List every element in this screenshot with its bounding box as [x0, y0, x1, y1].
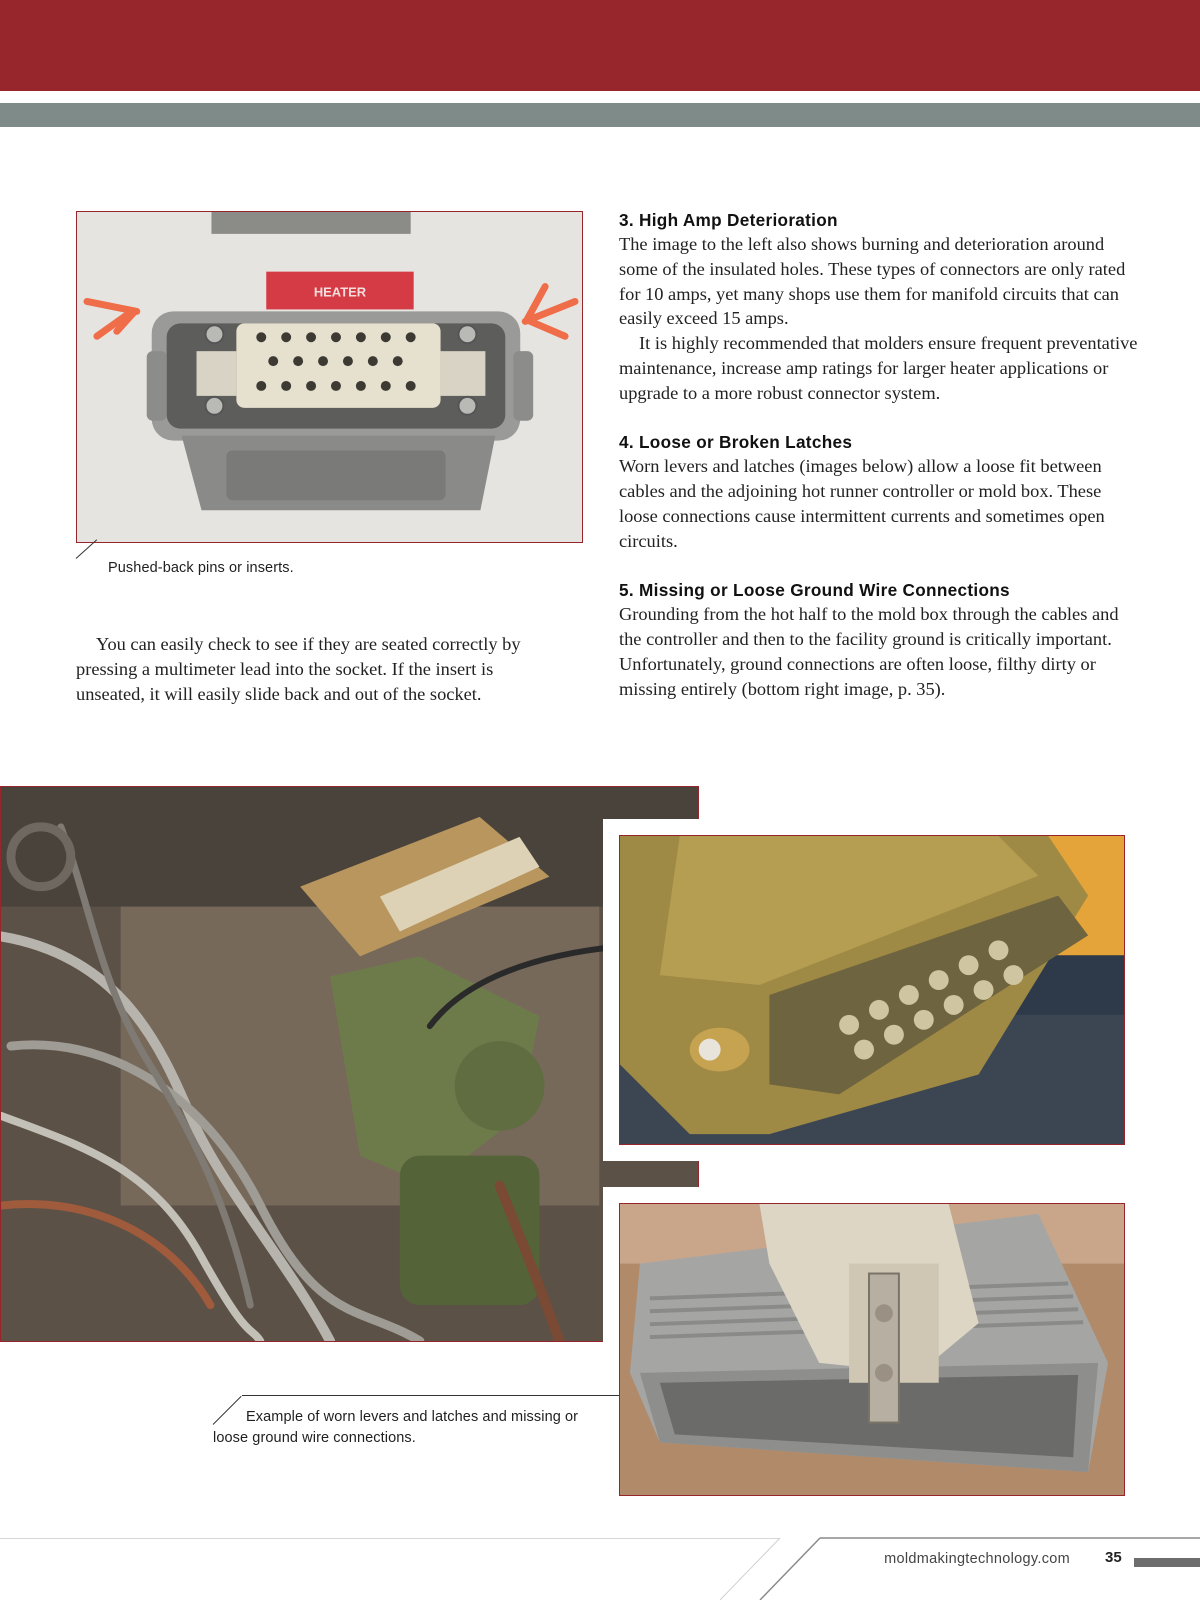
- section-3-paragraph-1: The image to the left also shows burning and deterioration around some of the insulated holes. These types of connectors are only rated for 10 amps, yet many shops use them for manifold circuits that can easily exceed 15 amps.: [619, 234, 1126, 329]
- connector-pins-photo: [76, 211, 583, 543]
- footer-page-bar: [1134, 1558, 1200, 1567]
- dirty-connector-photo: [619, 835, 1125, 1145]
- seated-check-paragraph: You can easily check to see if they are seated correctly by pressing a multimeter lead into the socket. If the insert is unseated, it will easily slide back and out of the socket.: [76, 634, 521, 704]
- bottom-caption-rule: [242, 1395, 619, 1396]
- section-5-paragraph: Grounding from the hot half to the mold box through the cables and the controller and then to the facility ground is critically important. Unfortunately, ground connections are often loose, filthy dirty or missing entirely (bottom right image, p. 35).: [619, 604, 1119, 699]
- footer-website: moldmakingtechnology.com: [884, 1551, 1070, 1567]
- footer-rule: [0, 1538, 780, 1539]
- footer-decoration: [690, 1536, 1200, 1600]
- connector-hood-photo: [619, 1203, 1125, 1496]
- top-caption: Pushed-back pins or inserts.: [108, 560, 294, 576]
- section-4-heading: 4. Loose or Broken Latches: [619, 432, 853, 453]
- heater-label: HEATER: [313, 284, 367, 300]
- bottom-caption: Example of worn levers and latches and missing or loose ground wire connections.: [213, 1409, 579, 1446]
- section-4-paragraph: Worn levers and latches (images below) allow a loose fit between cables and the adjoining hot runner controller or mold box. These loose connections cause intermittent currents and sometimes open circuits.: [619, 456, 1105, 551]
- section-3-heading: 3. High Amp Deterioration: [619, 210, 838, 230]
- section-3-paragraph-2: It is highly recommended that molders ensure frequent preventative maintenance, increase amp ratings for larger heater applications or upgrade to a more robust connector system.: [619, 333, 1138, 403]
- section-5-heading: 5. Missing or Loose Ground Wire Connections: [619, 580, 1010, 601]
- worn-levers-wires-photo: [0, 786, 699, 1342]
- header-band-red: [0, 0, 1200, 91]
- left-column-text: [76, 632, 546, 706]
- right-column-text: [619, 208, 1141, 702]
- header-band-gray: [0, 103, 1200, 127]
- page-number: 35: [1105, 1549, 1122, 1566]
